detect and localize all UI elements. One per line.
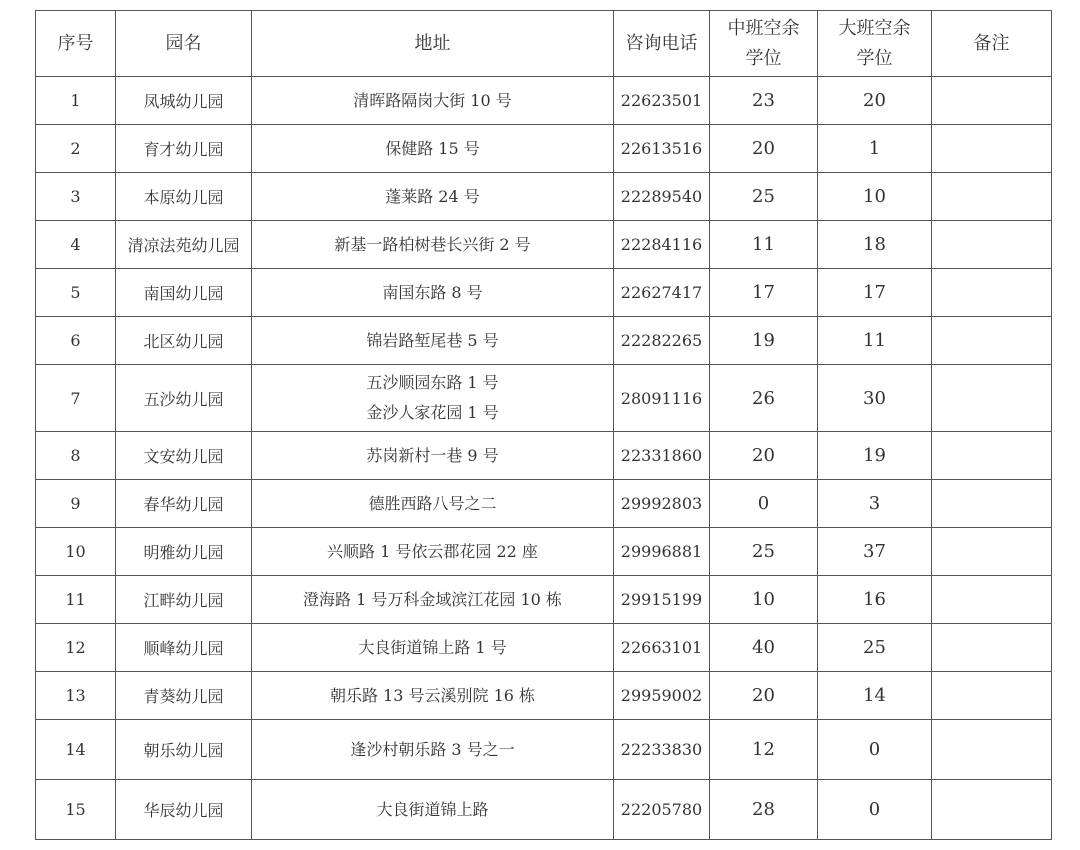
table-row	[36, 480, 1052, 528]
header-index: 序号	[36, 11, 116, 77]
cell-name: 文安幼儿园	[116, 432, 252, 480]
cell-address	[252, 780, 614, 840]
table-row	[36, 125, 1052, 173]
table-row	[36, 576, 1052, 624]
address-line: 逢沙村朝乐路 3 号之一	[350, 739, 515, 759]
cell-address	[252, 317, 614, 365]
cell-middle-vacancy: 23	[710, 77, 818, 125]
cell-phone: 29915199	[614, 576, 710, 624]
header-phone: 咨询电话	[614, 11, 710, 77]
cell-address	[252, 125, 614, 173]
cell-middle-vacancy: 0	[710, 480, 818, 528]
cell-name: 本原幼儿园	[116, 173, 252, 221]
cell-remark	[932, 173, 1052, 221]
cell-middle-vacancy: 20	[710, 672, 818, 720]
cell-address	[252, 624, 614, 672]
cell-senior-vacancy: 10	[818, 173, 932, 221]
cell-phone: 22282265	[614, 317, 710, 365]
table-row	[36, 624, 1052, 672]
kindergarten-vacancy-table	[35, 10, 1052, 840]
cell-remark	[932, 269, 1052, 317]
cell-remark	[932, 576, 1052, 624]
cell-name: 凤城幼儿园	[116, 77, 252, 125]
cell-phone: 22284116	[614, 221, 710, 269]
address-line: 大良街道锦上路 1 号	[358, 637, 507, 657]
cell-index: 4	[36, 221, 116, 269]
address-line: 大良街道锦上路	[376, 799, 489, 819]
cell-middle-vacancy: 28	[710, 780, 818, 840]
table-row	[36, 672, 1052, 720]
cell-name: 顺峰幼儿园	[116, 624, 252, 672]
header-middle-vacancy	[710, 11, 818, 77]
cell-name: 春华幼儿园	[116, 480, 252, 528]
cell-middle-vacancy: 40	[710, 624, 818, 672]
cell-phone: 22205780	[614, 780, 710, 840]
cell-address	[252, 173, 614, 221]
cell-senior-vacancy: 25	[818, 624, 932, 672]
cell-phone: 29959002	[614, 672, 710, 720]
cell-senior-vacancy: 14	[818, 672, 932, 720]
cell-name: 清凉法苑幼儿园	[116, 221, 252, 269]
cell-remark	[932, 528, 1052, 576]
cell-index: 11	[36, 576, 116, 624]
cell-remark	[932, 365, 1052, 432]
cell-remark	[932, 480, 1052, 528]
cell-senior-vacancy: 1	[818, 125, 932, 173]
cell-index: 12	[36, 624, 116, 672]
address-line: 苏岗新村一巷 9 号	[366, 445, 499, 465]
cell-remark	[932, 672, 1052, 720]
cell-phone: 22663101	[614, 624, 710, 672]
cell-senior-vacancy: 30	[818, 365, 932, 432]
header-senior-vacancy	[818, 11, 932, 77]
cell-address	[252, 720, 614, 780]
cell-index: 2	[36, 125, 116, 173]
cell-index: 7	[36, 365, 116, 432]
table-row	[36, 365, 1052, 432]
cell-name: 明雅幼儿园	[116, 528, 252, 576]
table-row	[36, 528, 1052, 576]
table-row	[36, 432, 1052, 480]
cell-remark	[932, 432, 1052, 480]
cell-senior-vacancy: 17	[818, 269, 932, 317]
cell-phone: 28091116	[614, 365, 710, 432]
cell-middle-vacancy: 17	[710, 269, 818, 317]
cell-middle-vacancy: 20	[710, 125, 818, 173]
table-row	[36, 269, 1052, 317]
cell-middle-vacancy: 26	[710, 365, 818, 432]
address-line: 新基一路柏树巷长兴街 2 号	[334, 234, 531, 254]
cell-remark	[932, 624, 1052, 672]
header-row	[36, 11, 1052, 77]
table-row	[36, 173, 1052, 221]
cell-name: 育才幼儿园	[116, 125, 252, 173]
table-row	[36, 780, 1052, 840]
cell-senior-vacancy: 18	[818, 221, 932, 269]
cell-address	[252, 77, 614, 125]
cell-remark	[932, 720, 1052, 780]
cell-phone: 22613516	[614, 125, 710, 173]
header-senior-line1: 大班空余	[838, 17, 911, 39]
cell-senior-vacancy: 19	[818, 432, 932, 480]
cell-index: 8	[36, 432, 116, 480]
cell-name: 北区幼儿园	[116, 317, 252, 365]
cell-index: 3	[36, 173, 116, 221]
cell-name: 华辰幼儿园	[116, 780, 252, 840]
cell-senior-vacancy: 16	[818, 576, 932, 624]
cell-address	[252, 365, 614, 432]
table-container	[35, 10, 1052, 840]
address-line: 蓬莱路 24 号	[385, 186, 480, 206]
cell-name: 南国幼儿园	[116, 269, 252, 317]
cell-index: 14	[36, 720, 116, 780]
cell-middle-vacancy: 25	[710, 173, 818, 221]
cell-senior-vacancy: 0	[818, 720, 932, 780]
cell-phone: 29996881	[614, 528, 710, 576]
cell-address	[252, 528, 614, 576]
cell-index: 6	[36, 317, 116, 365]
cell-middle-vacancy: 10	[710, 576, 818, 624]
cell-index: 5	[36, 269, 116, 317]
header-remark: 备注	[932, 11, 1052, 77]
cell-address	[252, 480, 614, 528]
cell-index: 9	[36, 480, 116, 528]
cell-phone: 22623501	[614, 77, 710, 125]
header-middle-line1: 中班空余	[727, 17, 800, 39]
cell-senior-vacancy: 11	[818, 317, 932, 365]
cell-name: 五沙幼儿园	[116, 365, 252, 432]
header-middle-line2: 学位	[745, 47, 782, 69]
cell-index: 15	[36, 780, 116, 840]
address-line: 朝乐路 13 号云溪别院 16 栋	[329, 685, 536, 705]
cell-phone: 22627417	[614, 269, 710, 317]
cell-index: 13	[36, 672, 116, 720]
address-line: 南国东路 8 号	[382, 282, 483, 302]
cell-index: 10	[36, 528, 116, 576]
cell-middle-vacancy: 19	[710, 317, 818, 365]
table-row	[36, 720, 1052, 780]
table-row	[36, 221, 1052, 269]
cell-remark	[932, 125, 1052, 173]
cell-remark	[932, 77, 1052, 125]
cell-phone: 22331860	[614, 432, 710, 480]
header-address: 地址	[252, 11, 614, 77]
cell-senior-vacancy: 37	[818, 528, 932, 576]
cell-middle-vacancy: 12	[710, 720, 818, 780]
cell-index: 1	[36, 77, 116, 125]
address-line: 清晖路隔岗大街 10 号	[353, 90, 512, 110]
cell-address	[252, 221, 614, 269]
cell-address	[252, 269, 614, 317]
address-line: 保健路 15 号	[385, 138, 480, 158]
table-body	[36, 77, 1052, 840]
header-name: 园名	[116, 11, 252, 77]
cell-address	[252, 432, 614, 480]
cell-address	[252, 576, 614, 624]
cell-middle-vacancy: 11	[710, 221, 818, 269]
cell-senior-vacancy: 20	[818, 77, 932, 125]
cell-name: 青葵幼儿园	[116, 672, 252, 720]
cell-remark	[932, 780, 1052, 840]
address-line: 兴顺路 1 号依云郡花园 22 座	[327, 541, 538, 561]
cell-remark	[932, 221, 1052, 269]
header-senior-line2: 学位	[856, 47, 893, 69]
cell-phone: 22233830	[614, 720, 710, 780]
address-line: 金沙人家花园 1 号	[366, 403, 499, 422]
cell-phone: 29992803	[614, 480, 710, 528]
cell-phone: 22289540	[614, 173, 710, 221]
address-line: 五沙顺园东路 1 号	[366, 373, 499, 392]
table-row	[36, 77, 1052, 125]
address-line: 德胜西路八号之二	[368, 493, 497, 513]
cell-middle-vacancy: 20	[710, 432, 818, 480]
cell-name: 朝乐幼儿园	[116, 720, 252, 780]
cell-middle-vacancy: 25	[710, 528, 818, 576]
cell-senior-vacancy: 0	[818, 780, 932, 840]
cell-name: 江畔幼儿园	[116, 576, 252, 624]
cell-remark	[932, 317, 1052, 365]
address-line: 锦岩路堑尾巷 5 号	[366, 330, 499, 350]
cell-senior-vacancy: 3	[818, 480, 932, 528]
table-row	[36, 317, 1052, 365]
address-line: 澄海路 1 号万科金域滨江花园 10 栋	[303, 589, 562, 609]
cell-address	[252, 672, 614, 720]
